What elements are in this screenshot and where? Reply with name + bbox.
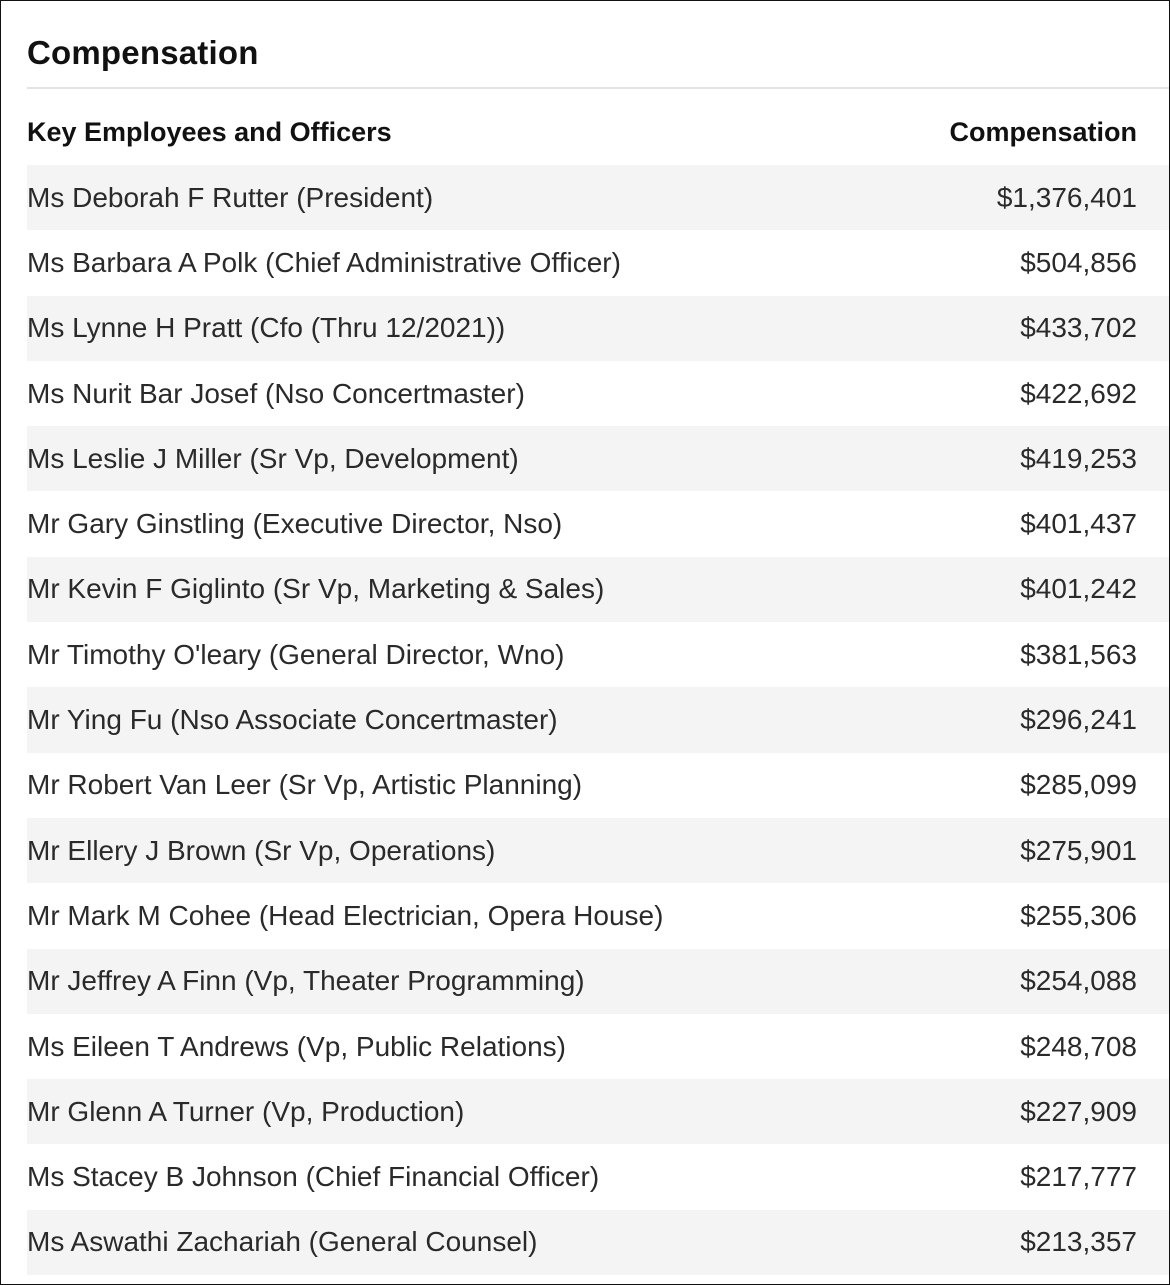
employee-name-cell: Mr Ellery J Brown (Sr Vp, Operations) (27, 834, 496, 866)
compensation-amount-cell: $217,777 (1020, 1161, 1137, 1193)
table-row (27, 687, 1169, 752)
compensation-amount-cell: $285,099 (1020, 769, 1137, 801)
compensation-amount-cell: $401,437 (1020, 508, 1137, 540)
employee-name-cell: Mr Robert Van Leer (Sr Vp, Artistic Planning) (27, 769, 583, 801)
divider (27, 87, 1169, 89)
table-row (27, 426, 1169, 491)
compensation-amount-cell: $296,241 (1020, 704, 1137, 736)
employee-name-cell: Ms Aswathi Zachariah (General Counsel) (27, 1226, 538, 1258)
compensation-amount-cell: $1,376,401 (996, 181, 1137, 213)
employee-name-cell: Mr Timothy O'leary (General Director, Wno) (27, 638, 565, 670)
compensation-amount-cell: $254,088 (1020, 965, 1137, 997)
section-title: Compensation (27, 34, 259, 71)
employee-name-cell: Mr Kevin F Giglinto (Sr Vp, Marketing & Sales) (27, 573, 605, 605)
employee-name-cell: Mr Jeffrey A Finn (Vp, Theater Programming) (27, 965, 585, 997)
employee-name-cell: Mr Mark M Cohee (Head Electrician, Opera House) (27, 899, 664, 931)
table-row (27, 1014, 1169, 1079)
table-row (27, 1079, 1169, 1144)
table-row (27, 1144, 1169, 1209)
employee-name-cell: Mr Gary Ginstling (Executive Director, Nso) (27, 508, 563, 540)
employee-name-cell: Mr Ying Fu (Nso Associate Concertmaster) (27, 704, 558, 736)
table-row (27, 230, 1169, 295)
compensation-amount-cell: $255,306 (1020, 899, 1137, 931)
table-row (27, 883, 1169, 948)
table-row (27, 818, 1169, 883)
compensation-amount-cell: $401,242 (1020, 573, 1137, 605)
table-row (27, 557, 1169, 622)
column-header-name: Key Employees and Officers (27, 116, 392, 147)
table-row (27, 296, 1169, 361)
compensation-amount-cell: $227,909 (1020, 1095, 1137, 1127)
employee-name-cell: Ms Stacey B Johnson (Chief Financial Officer) (27, 1161, 600, 1193)
employee-name-cell: Mr Glenn A Turner (Vp, Production) (27, 1095, 465, 1127)
compensation-amount-cell: $381,563 (1020, 638, 1137, 670)
compensation-amount-cell: $422,692 (1020, 377, 1137, 409)
table-row (27, 361, 1169, 426)
table-row (27, 491, 1169, 556)
employee-name-cell: Ms Leslie J Miller (Sr Vp, Development) (27, 442, 519, 474)
column-header-compensation: Compensation (949, 116, 1137, 147)
employee-name-cell: Ms Barbara A Polk (Chief Administrative Officer) (27, 246, 621, 278)
compensation-amount-cell: $275,901 (1020, 834, 1137, 866)
employee-name-cell: Ms Lynne H Pratt (Cfo (Thru 12/2021)) (27, 312, 506, 344)
employee-name-cell: Ms Deborah F Rutter (President) (27, 181, 434, 213)
compensation-amount-cell: $213,357 (1020, 1226, 1137, 1258)
table-row (27, 1210, 1169, 1275)
table-row (27, 165, 1169, 230)
compensation-amount-cell: $419,253 (1020, 442, 1137, 474)
table-row (27, 622, 1169, 687)
employee-name-cell: Ms Nurit Bar Josef (Nso Concertmaster) (27, 377, 525, 409)
compensation-amount-cell: $248,708 (1020, 1030, 1137, 1062)
employee-name-cell: Ms Eileen T Andrews (Vp, Public Relations) (27, 1030, 566, 1062)
table-row (27, 949, 1169, 1014)
compensation-amount-cell: $433,702 (1020, 312, 1137, 344)
compensation-amount-cell: $504,856 (1020, 246, 1137, 278)
table-row (27, 753, 1169, 818)
table-header (27, 99, 1169, 165)
table-body (27, 165, 1169, 1275)
